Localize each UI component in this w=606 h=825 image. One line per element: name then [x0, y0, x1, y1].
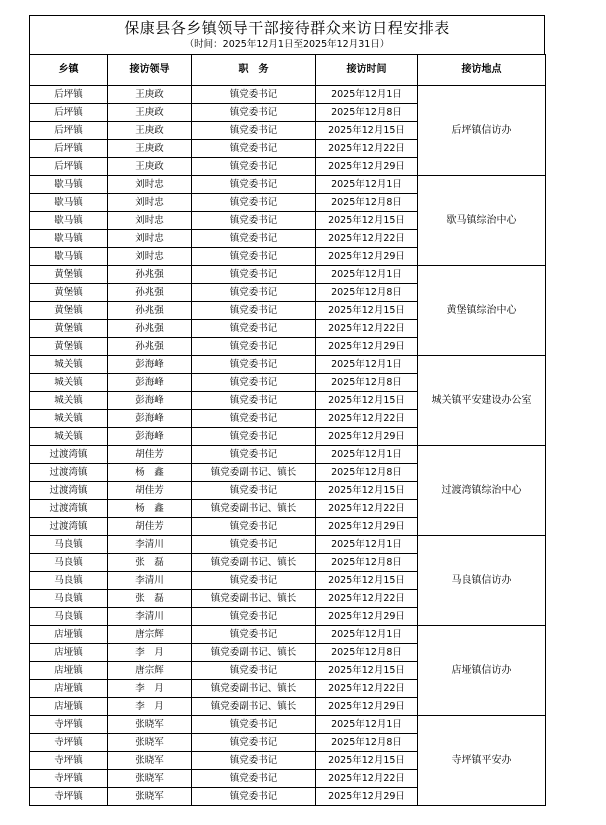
cell-position: 镇党委书记 — [192, 374, 316, 392]
cell-town: 歇马镇 — [30, 176, 108, 194]
cell-leader: 张晓军 — [108, 716, 192, 734]
cell-location: 寺坪镇平安办 — [418, 716, 546, 806]
cell-date: 2025年12月1日 — [316, 626, 418, 644]
cell-town: 店垭镇 — [30, 680, 108, 698]
cell-date: 2025年12月22日 — [316, 500, 418, 518]
cell-date: 2025年12月22日 — [316, 230, 418, 248]
cell-town: 寺坪镇 — [30, 752, 108, 770]
page-subtitle: （时间：2025年12月1日至2025年12月31日） — [184, 39, 390, 50]
cell-date: 2025年12月8日 — [316, 104, 418, 122]
cell-leader: 李 月 — [108, 644, 192, 662]
cell-date: 2025年12月8日 — [316, 284, 418, 302]
cell-leader: 胡佳芳 — [108, 518, 192, 536]
cell-date: 2025年12月15日 — [316, 302, 418, 320]
cell-town: 店垭镇 — [30, 626, 108, 644]
cell-leader: 王庚政 — [108, 140, 192, 158]
cell-date: 2025年12月22日 — [316, 590, 418, 608]
cell-leader: 李清川 — [108, 572, 192, 590]
cell-town: 黄堡镇 — [30, 338, 108, 356]
header-time: 接访时间 — [316, 55, 418, 86]
table-row — [30, 356, 546, 374]
cell-date: 2025年12月8日 — [316, 194, 418, 212]
cell-town: 马良镇 — [30, 590, 108, 608]
cell-town: 店垭镇 — [30, 662, 108, 680]
cell-date: 2025年12月8日 — [316, 374, 418, 392]
cell-date: 2025年12月15日 — [316, 392, 418, 410]
cell-leader: 张 磊 — [108, 590, 192, 608]
header-town: 乡镇 — [30, 55, 108, 86]
cell-position: 镇党委书记 — [192, 608, 316, 626]
cell-leader: 刘时忠 — [108, 194, 192, 212]
cell-town: 马良镇 — [30, 572, 108, 590]
cell-date: 2025年12月15日 — [316, 122, 418, 140]
cell-date: 2025年12月22日 — [316, 410, 418, 428]
cell-town: 后坪镇 — [30, 122, 108, 140]
cell-date: 2025年12月1日 — [316, 356, 418, 374]
cell-position: 镇党委副书记、镇长 — [192, 590, 316, 608]
cell-town: 马良镇 — [30, 536, 108, 554]
cell-position: 镇党委书记 — [192, 338, 316, 356]
cell-date: 2025年12月29日 — [316, 518, 418, 536]
cell-date: 2025年12月8日 — [316, 554, 418, 572]
cell-date: 2025年12月22日 — [316, 680, 418, 698]
cell-town: 店垭镇 — [30, 644, 108, 662]
cell-town: 歇马镇 — [30, 230, 108, 248]
cell-date: 2025年12月29日 — [316, 338, 418, 356]
cell-leader: 张晓军 — [108, 770, 192, 788]
cell-leader: 刘时忠 — [108, 230, 192, 248]
cell-town: 过渡湾镇 — [30, 482, 108, 500]
cell-position: 镇党委书记 — [192, 302, 316, 320]
cell-date: 2025年12月1日 — [316, 86, 418, 104]
cell-town: 城关镇 — [30, 392, 108, 410]
cell-leader: 李清川 — [108, 608, 192, 626]
cell-position: 镇党委书记 — [192, 626, 316, 644]
cell-position: 镇党委书记 — [192, 104, 316, 122]
cell-position: 镇党委副书记、镇长 — [192, 554, 316, 572]
cell-date: 2025年12月15日 — [316, 662, 418, 680]
cell-leader: 王庚政 — [108, 122, 192, 140]
schedule-table — [29, 54, 546, 806]
cell-position: 镇党委书记 — [192, 536, 316, 554]
cell-leader: 孙兆强 — [108, 266, 192, 284]
header-leader: 接访领导 — [108, 55, 192, 86]
cell-town: 城关镇 — [30, 428, 108, 446]
cell-leader: 孙兆强 — [108, 338, 192, 356]
schedule-sheet — [29, 15, 545, 806]
table-header-row — [30, 55, 546, 86]
cell-position: 镇党委书记 — [192, 194, 316, 212]
cell-date: 2025年12月1日 — [316, 536, 418, 554]
cell-leader: 唐宗辉 — [108, 662, 192, 680]
cell-position: 镇党委书记 — [192, 356, 316, 374]
cell-town: 寺坪镇 — [30, 716, 108, 734]
cell-position: 镇党委书记 — [192, 482, 316, 500]
cell-town: 马良镇 — [30, 608, 108, 626]
cell-position: 镇党委书记 — [192, 140, 316, 158]
cell-town: 店垭镇 — [30, 698, 108, 716]
header-location: 接访地点 — [418, 55, 546, 86]
cell-position: 镇党委副书记、镇长 — [192, 680, 316, 698]
cell-town: 过渡湾镇 — [30, 464, 108, 482]
cell-date: 2025年12月8日 — [316, 644, 418, 662]
table-row — [30, 626, 546, 644]
cell-location: 过渡湾镇综治中心 — [418, 446, 546, 536]
cell-location: 马良镇信访办 — [418, 536, 546, 626]
cell-town: 寺坪镇 — [30, 788, 108, 806]
cell-leader: 彭海峰 — [108, 356, 192, 374]
cell-date: 2025年12月8日 — [316, 464, 418, 482]
cell-location: 黄堡镇综治中心 — [418, 266, 546, 356]
cell-position: 镇党委书记 — [192, 392, 316, 410]
cell-leader: 刘时忠 — [108, 248, 192, 266]
cell-town: 马良镇 — [30, 554, 108, 572]
cell-town: 城关镇 — [30, 374, 108, 392]
cell-date: 2025年12月29日 — [316, 608, 418, 626]
cell-position: 镇党委书记 — [192, 176, 316, 194]
cell-position: 镇党委书记 — [192, 716, 316, 734]
table-row — [30, 86, 546, 104]
cell-position: 镇党委书记 — [192, 734, 316, 752]
cell-date: 2025年12月29日 — [316, 248, 418, 266]
cell-position: 镇党委书记 — [192, 122, 316, 140]
cell-position: 镇党委副书记、镇长 — [192, 644, 316, 662]
table-row — [30, 716, 546, 734]
cell-position: 镇党委书记 — [192, 266, 316, 284]
cell-town: 后坪镇 — [30, 86, 108, 104]
cell-position: 镇党委书记 — [192, 248, 316, 266]
table-row — [30, 536, 546, 554]
cell-leader: 张晓军 — [108, 734, 192, 752]
cell-town: 黄堡镇 — [30, 302, 108, 320]
cell-leader: 彭海峰 — [108, 392, 192, 410]
cell-date: 2025年12月15日 — [316, 572, 418, 590]
cell-town: 城关镇 — [30, 410, 108, 428]
cell-position: 镇党委书记 — [192, 788, 316, 806]
cell-town: 黄堡镇 — [30, 266, 108, 284]
cell-leader: 彭海峰 — [108, 410, 192, 428]
cell-position: 镇党委副书记、镇长 — [192, 500, 316, 518]
cell-location: 店垭镇信访办 — [418, 626, 546, 716]
title-block — [29, 15, 545, 54]
cell-position: 镇党委书记 — [192, 212, 316, 230]
cell-town: 过渡湾镇 — [30, 518, 108, 536]
cell-town: 后坪镇 — [30, 158, 108, 176]
cell-town: 过渡湾镇 — [30, 446, 108, 464]
cell-position: 镇党委书记 — [192, 662, 316, 680]
cell-leader: 李 月 — [108, 698, 192, 716]
cell-date: 2025年12月29日 — [316, 428, 418, 446]
cell-town: 歇马镇 — [30, 248, 108, 266]
cell-location: 歇马镇综治中心 — [418, 176, 546, 266]
cell-leader: 唐宗辉 — [108, 626, 192, 644]
cell-leader: 王庚政 — [108, 86, 192, 104]
table-row — [30, 176, 546, 194]
cell-leader: 王庚政 — [108, 158, 192, 176]
cell-leader: 王庚政 — [108, 104, 192, 122]
cell-leader: 胡佳芳 — [108, 446, 192, 464]
cell-position: 镇党委书记 — [192, 446, 316, 464]
cell-position: 镇党委副书记、镇长 — [192, 464, 316, 482]
table-row — [30, 266, 546, 284]
cell-position: 镇党委书记 — [192, 752, 316, 770]
cell-leader: 彭海峰 — [108, 428, 192, 446]
cell-town: 黄堡镇 — [30, 284, 108, 302]
cell-leader: 杨 鑫 — [108, 500, 192, 518]
cell-position: 镇党委书记 — [192, 158, 316, 176]
cell-position: 镇党委书记 — [192, 320, 316, 338]
cell-date: 2025年12月1日 — [316, 266, 418, 284]
cell-leader: 张 磊 — [108, 554, 192, 572]
cell-leader: 张晓军 — [108, 788, 192, 806]
cell-date: 2025年12月15日 — [316, 212, 418, 230]
cell-leader: 孙兆强 — [108, 302, 192, 320]
cell-date: 2025年12月22日 — [316, 320, 418, 338]
cell-date: 2025年12月1日 — [316, 446, 418, 464]
cell-position: 镇党委书记 — [192, 86, 316, 104]
cell-town: 黄堡镇 — [30, 320, 108, 338]
cell-leader: 刘时忠 — [108, 176, 192, 194]
cell-position: 镇党委书记 — [192, 770, 316, 788]
cell-town: 城关镇 — [30, 356, 108, 374]
cell-leader: 杨 鑫 — [108, 464, 192, 482]
cell-date: 2025年12月8日 — [316, 734, 418, 752]
cell-town: 后坪镇 — [30, 140, 108, 158]
cell-position: 镇党委书记 — [192, 230, 316, 248]
table-row — [30, 446, 546, 464]
cell-leader: 李 月 — [108, 680, 192, 698]
cell-leader: 彭海峰 — [108, 374, 192, 392]
cell-date: 2025年12月15日 — [316, 482, 418, 500]
cell-town: 寺坪镇 — [30, 734, 108, 752]
cell-location: 后坪镇信访办 — [418, 86, 546, 176]
cell-town: 寺坪镇 — [30, 770, 108, 788]
cell-town: 后坪镇 — [30, 104, 108, 122]
header-position: 职 务 — [192, 55, 316, 86]
cell-date: 2025年12月22日 — [316, 140, 418, 158]
cell-leader: 孙兆强 — [108, 320, 192, 338]
page-title: 保康县各乡镇领导干部接待群众来访日程安排表 — [124, 19, 450, 37]
cell-position: 镇党委书记 — [192, 518, 316, 536]
cell-leader: 刘时忠 — [108, 212, 192, 230]
cell-leader: 张晓军 — [108, 752, 192, 770]
cell-date: 2025年12月29日 — [316, 788, 418, 806]
cell-position: 镇党委书记 — [192, 572, 316, 590]
cell-date: 2025年12月29日 — [316, 698, 418, 716]
cell-date: 2025年12月1日 — [316, 176, 418, 194]
cell-date: 2025年12月1日 — [316, 716, 418, 734]
cell-leader: 李清川 — [108, 536, 192, 554]
cell-town: 过渡湾镇 — [30, 500, 108, 518]
cell-town: 歇马镇 — [30, 212, 108, 230]
cell-position: 镇党委书记 — [192, 284, 316, 302]
cell-town: 歇马镇 — [30, 194, 108, 212]
cell-leader: 孙兆强 — [108, 284, 192, 302]
cell-location: 城关镇平安建设办公室 — [418, 356, 546, 446]
cell-date: 2025年12月29日 — [316, 158, 418, 176]
cell-position: 镇党委书记 — [192, 410, 316, 428]
cell-date: 2025年12月22日 — [316, 770, 418, 788]
cell-position: 镇党委副书记、镇长 — [192, 698, 316, 716]
table-body — [30, 86, 546, 806]
cell-leader: 胡佳芳 — [108, 482, 192, 500]
cell-date: 2025年12月15日 — [316, 752, 418, 770]
cell-position: 镇党委书记 — [192, 428, 316, 446]
